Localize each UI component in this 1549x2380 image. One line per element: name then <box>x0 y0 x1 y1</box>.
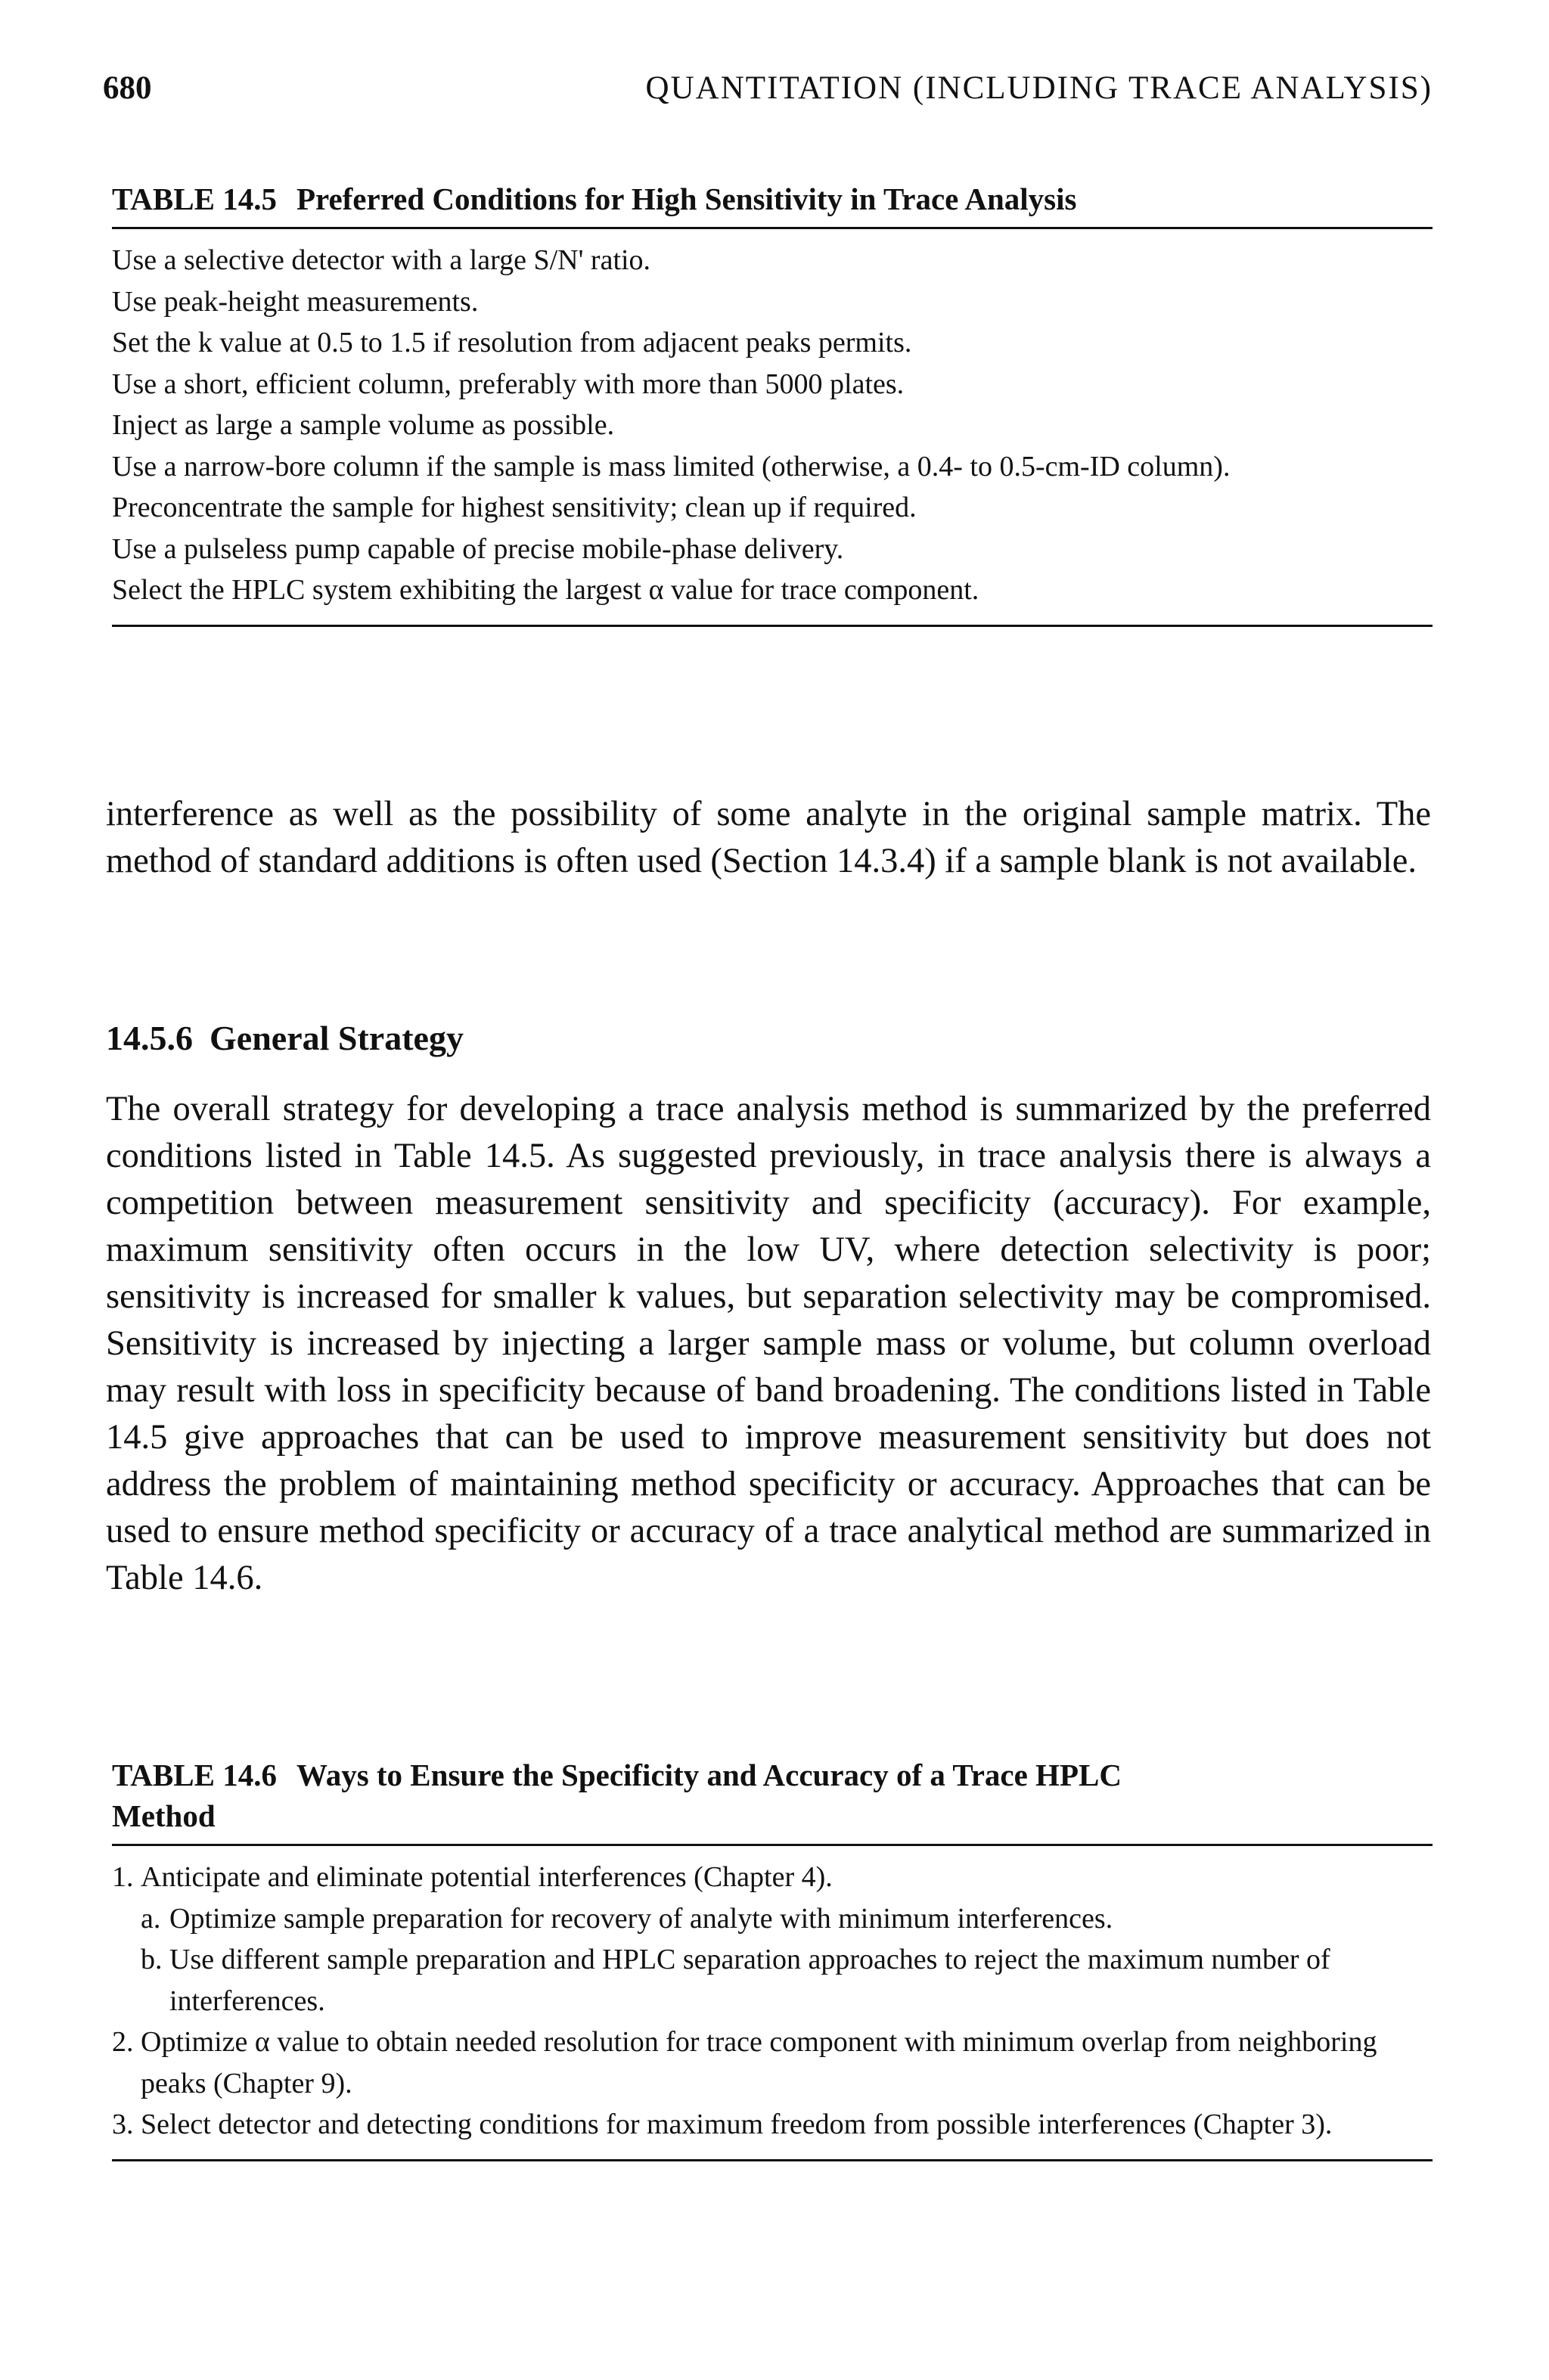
table-title: Ways to Ensure the Specificity and Accuracy of a Trace HPLC Method <box>112 1758 1122 1833</box>
table-label: TABLE 14.6 <box>112 1758 277 1792</box>
table-label: TABLE 14.5 <box>112 182 277 216</box>
table-row: Inject as large a sample volume as possible. <box>112 409 615 441</box>
list-item-text: Anticipate and eliminate potential interferences (Chapter 4). <box>141 1861 833 1893</box>
table-title: Preferred Conditions for High Sensitivity in Trace Analysis <box>296 182 1077 216</box>
list-item-number: 2. <box>112 2026 134 2058</box>
table-caption <box>112 178 1433 219</box>
table-row: Preconcentrate the sample for highest sensitivity; clean up if required. <box>112 492 917 523</box>
list-subitem <box>112 1898 1433 1940</box>
table-row: Use a selective detector with a large S/N' ratio. <box>112 244 651 276</box>
table-row: Select the HPLC system exhibiting the largest α value for trace component. <box>112 574 979 606</box>
list-item-text: Select detector and detecting conditions for maximum freedom from possible interferences (Chapter 3). <box>141 2108 1333 2140</box>
table-row: Use a narrow-bore column if the sample is mass limited (otherwise, a 0.4- to 0.5-cm-ID column). <box>112 450 1231 483</box>
list-item-text: Optimize sample preparation for recovery of analyte with minimum interferences. <box>169 1902 1113 1935</box>
list-item-number: 3. <box>112 2108 134 2140</box>
list-item-number: b. <box>141 1944 163 1975</box>
table-row: Use a short, efficient column, preferably with more than 5000 plates. <box>112 368 905 400</box>
table-row: Use a pulseless pump capable of precise mobile-phase delivery. <box>112 532 844 565</box>
table-rows <box>112 1846 1433 2146</box>
table-rows <box>112 229 1433 611</box>
section-title: General Strategy <box>210 1019 464 1057</box>
table-14-5 <box>112 178 1433 627</box>
list-item <box>112 1857 1433 1898</box>
list-item <box>112 2104 1433 2146</box>
list-item-number: 1. <box>112 1861 134 1893</box>
running-head <box>103 70 1433 115</box>
list-item-text: Use different sample preparation and HPLC separation approaches to reject the maximum number of interferences. <box>169 1944 1330 2017</box>
list-item <box>112 2022 1433 2104</box>
list-item-number: a. <box>141 1902 161 1935</box>
table-bottom-rule <box>112 625 1433 627</box>
page-number: 680 <box>103 70 152 106</box>
list-item-text: Optimize α value to obtain needed resolution for trace component with minimum overlap from neighboring peaks (Chapter 9). <box>141 2026 1377 2099</box>
table-bottom-rule <box>112 2159 1433 2161</box>
list-subitem <box>112 1939 1433 2022</box>
body-paragraph: The overall strategy for developing a trace analysis method is summarized by the preferred conditions listed in Table 14.5. As suggested previously, in trace analysis there is always a competition between measurement sensitivity and specificity (accuracy). For example, maximum sensitivity often occurs in the low UV, where detection selectivity is poor; sensitivity is increased for smaller k values, but separation selectivity may be compromised. Sensitivity is increased by injecting a larger sample mass or volume, but column overload may result with loss in specificity because of band broadening. The conditions listed in Table 14.5 give approaches that can be used to improve measurement sensitivity but does not address the problem of maintaining method specificity or accuracy. Approaches that can be used to ensure method specificity or accuracy of a trace analytical method are summarized in Table 14.6. <box>106 1090 1431 1597</box>
running-title: QUANTITATION (INCLUDING TRACE ANALYSIS) <box>645 70 1433 106</box>
table-row: Use peak-height measurements. <box>112 285 479 318</box>
section-heading <box>106 1018 464 1058</box>
table-row: Set the k value at 0.5 to 1.5 if resolution from adjacent peaks permits. <box>112 327 912 358</box>
body-paragraph: interference as well as the possibility of some analyte in the original sample matrix. The method of standard additions is often used (Section 14.3.4) if a sample blank is not available. <box>106 795 1431 880</box>
section-number: 14.5.6 <box>106 1019 193 1057</box>
table-14-6 <box>112 1755 1433 2161</box>
table-caption <box>112 1755 1216 1836</box>
